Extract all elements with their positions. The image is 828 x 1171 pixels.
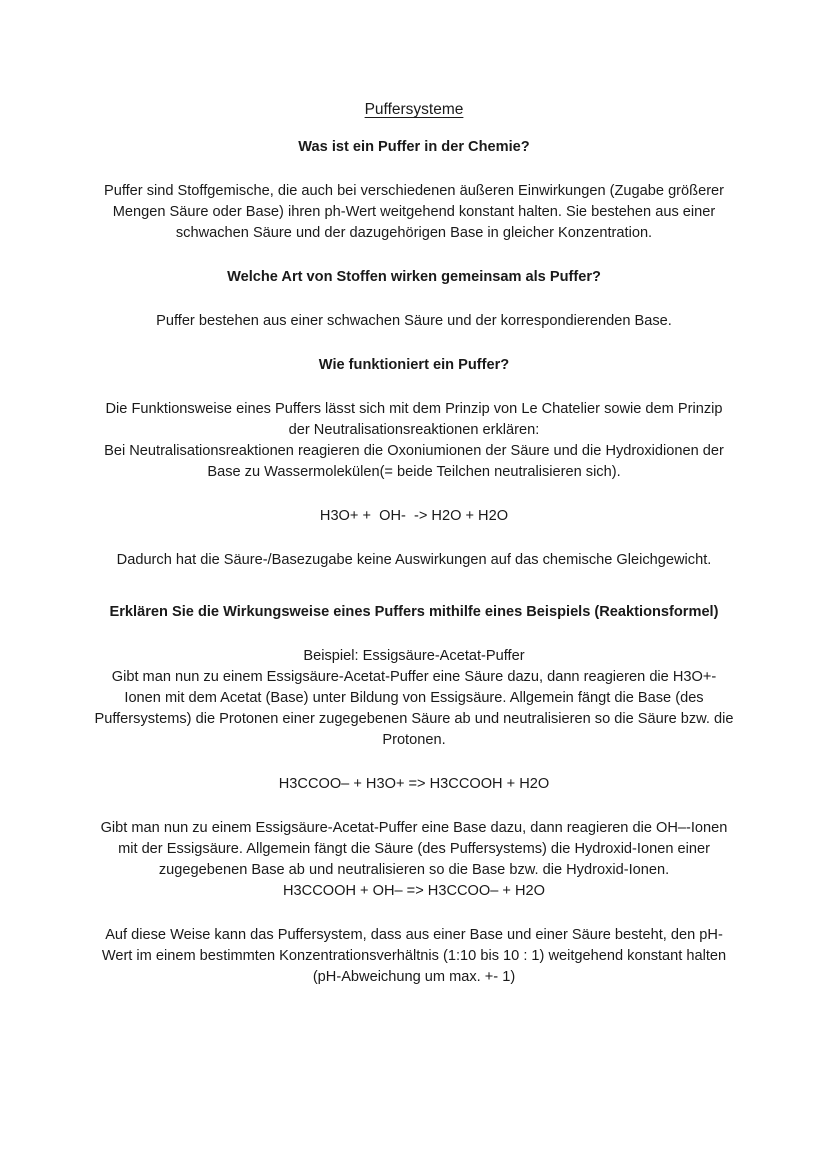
paragraph-line: Wert im einem bestimmten Konzentrationsverhältnis (1:10 bis 10 : 1) weitgehend konstant halten (101, 948, 727, 964)
formula-neutralisation: H3O+ + OH- -> H2O + H2O (319, 508, 509, 524)
paragraph-functionality (64, 399, 764, 483)
paragraph-line: Die Funktionsweise eines Puffers lässt sich mit dem Prinzip von Le Chatelier sowie dem Prinzip (105, 401, 723, 417)
section-heading-how-it-works: Wie funktioniert ein Puffer? (318, 357, 510, 373)
paragraph-line: Puffersystems) die Protonen einer zugegebenen Säure ab und neutralisieren so die Säure bzw. die (94, 711, 734, 727)
paragraph-buffer-composition (74, 311, 754, 332)
section-heading-what-is-buffer: Was ist ein Puffer in der Chemie? (298, 139, 530, 155)
paragraph-line: schwachen Säure und der dazugehörigen Base in gleicher Konzentration. (175, 225, 653, 241)
section-heading-substances: Welche Art von Stoffen wirken gemeinsam als Puffer? (227, 269, 601, 285)
document-title: Puffersysteme (364, 101, 464, 118)
paragraph-line: mit der Essigsäure. Allgemein fängt die Säure (des Puffersystems) die Hydroxid-Ionen einer (118, 841, 710, 857)
paragraph-conclusion (74, 550, 754, 571)
paragraph-line: Protonen. (382, 732, 446, 748)
paragraph-line: Puffer sind Stoffgemische, die auch bei verschiedenen äußeren Einwirkungen (Zugabe größerer (103, 183, 725, 199)
paragraph-line: (pH-Abweichung um max. +- 1) (312, 969, 516, 985)
paragraph-line: der Neutralisationsreaktionen erklären: (288, 422, 540, 438)
paragraph-line: Puffer bestehen aus einer schwachen Säure und der korrespondierenden Base. (156, 313, 672, 329)
paragraph-line: Bei Neutralisationsreaktionen reagieren die Oxoniumionen der Säure und die Hydroxidionen der (104, 443, 724, 459)
paragraph-buffer-definition (74, 181, 754, 244)
paragraph-line: Gibt man nun zu einem Essigsäure-Acetat-Puffer eine Säure dazu, dann reagieren die H3O+- (111, 669, 717, 685)
paragraph-line: Auf diese Weise kann das Puffersystem, dass aus einer Base und einer Säure besteht, den pH- (105, 927, 723, 943)
formula-base-addition: H3CCOOH + OH– => H3CCOO– + H2O (283, 883, 545, 899)
paragraph-line: Dadurch hat die Säure-/Basezugabe keine Auswirkungen auf das chemische Gleichgewicht. (116, 552, 712, 568)
paragraph-line: zugegebenen Base ab und neutralisieren so die Base bzw. die Hydroxid-Ionen. (158, 862, 670, 878)
paragraph-line: Mengen Säure oder Base) ihren ph-Wert weitgehend konstant halten. Sie bestehen aus einer (112, 204, 716, 220)
paragraph-line: Ionen mit dem Acetat (Base) unter Bildung von Essigsäure. Allgemein fängt die Base (des (124, 690, 704, 706)
paragraph-example-acid (64, 646, 764, 751)
section-heading-example: Erklären Sie die Wirkungsweise eines Puffers mithilfe eines Beispiels (Reaktionsformel) (109, 604, 719, 620)
paragraph-line: Beispiel: Essigsäure-Acetat-Puffer (303, 648, 525, 664)
paragraph-summary (64, 925, 764, 988)
paragraph-line: Gibt man nun zu einem Essigsäure-Acetat-Puffer eine Base dazu, dann reagieren die OH–-Ionen (100, 820, 728, 836)
paragraph-line: Base zu Wassermolekülen(= beide Teilchen neutralisieren sich). (207, 464, 621, 480)
paragraph-example-base (74, 818, 754, 902)
formula-acid-addition: H3CCOO– + H3O+ => H3CCOOH + H2O (278, 776, 550, 792)
